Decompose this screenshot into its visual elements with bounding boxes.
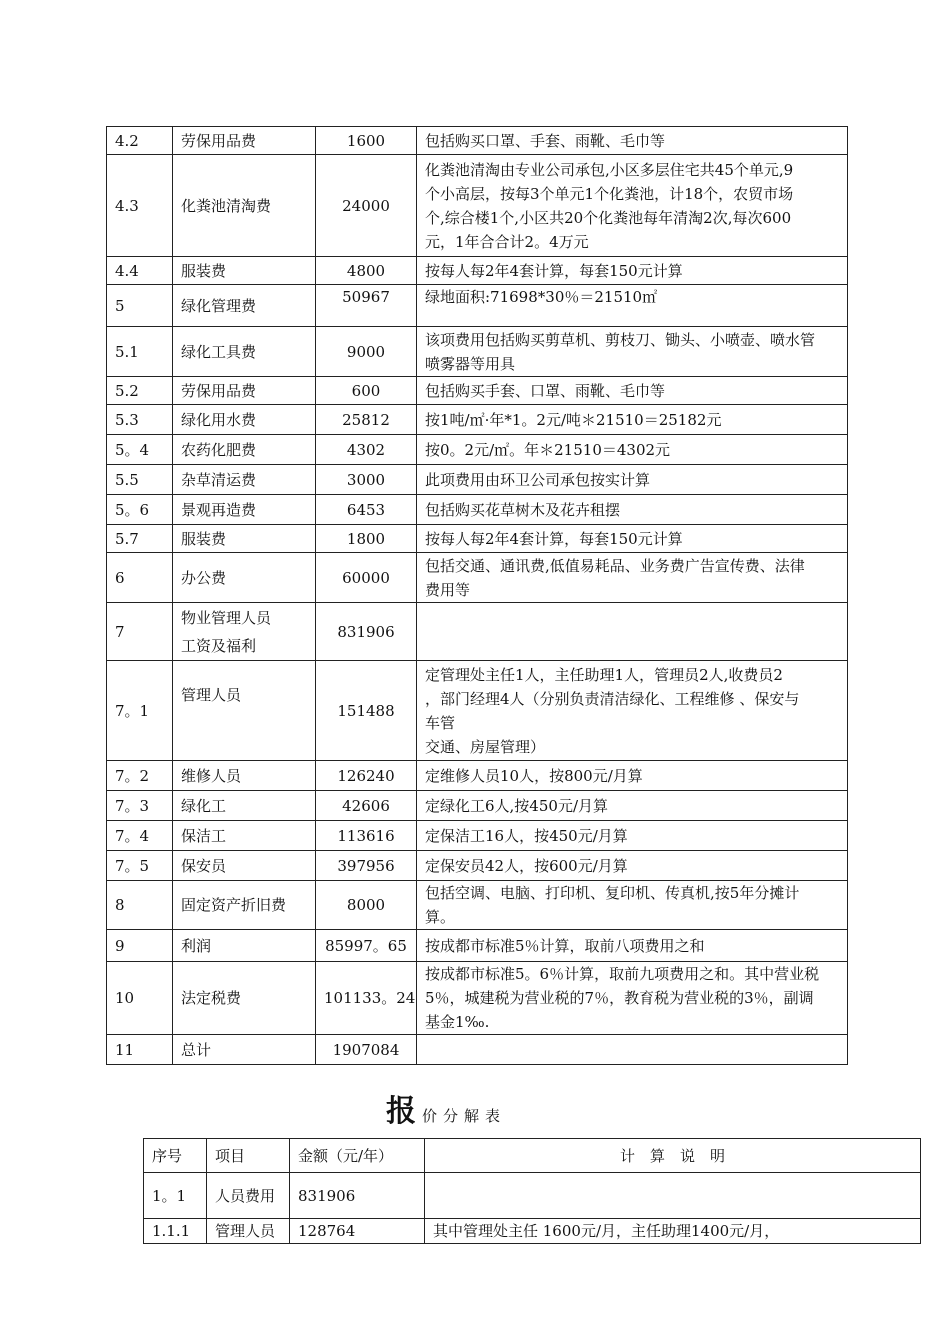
quote-cell-desc xyxy=(425,1173,921,1219)
table-row xyxy=(107,791,848,821)
cell-no: 11 xyxy=(107,1035,173,1065)
cell-no: 5。4 xyxy=(107,435,173,465)
cell-no: 7。1 xyxy=(107,661,173,761)
cell-amount: 101133。24 xyxy=(316,962,417,1035)
cell-no: 7。5 xyxy=(107,851,173,881)
table-row xyxy=(107,285,848,327)
cell-desc xyxy=(417,851,848,881)
cell-no: 7。2 xyxy=(107,761,173,791)
cell-item-line: 化粪池清淘费 xyxy=(181,196,272,215)
cell-no: 5.3 xyxy=(107,405,173,435)
cell-item xyxy=(173,553,316,603)
cell-desc xyxy=(417,327,848,377)
cell-desc xyxy=(417,257,848,285)
cell-item-line: 劳保用品费 xyxy=(181,131,257,150)
table-row xyxy=(107,435,848,465)
cell-item-line: 管理人员 xyxy=(181,686,242,704)
cell-item-line: 固定资产折旧费 xyxy=(181,896,287,914)
quote-cell-amount: 128764 xyxy=(290,1219,425,1244)
quote-cell-no: 1。1 xyxy=(144,1173,207,1219)
cell-desc xyxy=(417,821,848,851)
cell-amount: 113616 xyxy=(316,821,417,851)
cell-amount: 4800 xyxy=(316,257,417,285)
table-row xyxy=(107,930,848,962)
cell-desc xyxy=(417,525,848,553)
cell-amount: 50967 xyxy=(316,285,417,327)
cell-item xyxy=(173,155,316,257)
cell-desc-line: 绿地面积:71698*30％＝21510㎡ xyxy=(425,288,658,306)
cell-desc-line: 包括购买手套、口罩、雨靴、毛巾等 xyxy=(425,381,666,400)
quote-cell-item: 人员费用 xyxy=(207,1173,290,1219)
cell-no: 5 xyxy=(107,285,173,327)
cell-amount: 85997。65 xyxy=(316,930,417,962)
table-row xyxy=(107,127,848,155)
cell-desc-line: 基金1‰. xyxy=(425,1013,490,1031)
cell-no: 4.4 xyxy=(107,257,173,285)
cell-item-line: 绿化工具费 xyxy=(181,342,257,361)
cell-no: 9 xyxy=(107,930,173,962)
cell-desc xyxy=(417,881,848,930)
cell-desc-line: 按0。2元/㎡。年＊21510＝4302元 xyxy=(425,440,671,459)
cell-item xyxy=(173,791,316,821)
cost-table xyxy=(106,126,848,1065)
cell-desc-line: 包括购买花草树木及花卉租摆 xyxy=(425,500,621,519)
cell-no: 8 xyxy=(107,881,173,930)
cell-desc-line: 此项费用由环卫公司承包按实计算 xyxy=(425,470,651,489)
cell-no: 7。3 xyxy=(107,791,173,821)
cell-amount: 4302 xyxy=(316,435,417,465)
cell-item-line: 绿化管理费 xyxy=(181,296,257,315)
table-row xyxy=(107,881,848,930)
cell-no: 7 xyxy=(107,603,173,661)
cell-item xyxy=(173,603,316,661)
cell-item-line: 绿化用水费 xyxy=(181,410,257,429)
cell-desc-line: 个小高层，按每3个单元1个化粪池，计18个，农贸市场 xyxy=(425,184,794,203)
header-item: 项目 xyxy=(207,1139,290,1173)
cell-no: 5.1 xyxy=(107,327,173,377)
cell-item xyxy=(173,495,316,525)
cell-desc-line: 包括购买口罩、手套、雨靴、毛巾等 xyxy=(425,131,666,150)
cell-amount: 42606 xyxy=(316,791,417,821)
cell-desc-line: 按1吨/㎡·年*1。2元/吨＊21510＝25182元 xyxy=(425,410,722,429)
cell-no: 10 xyxy=(107,962,173,1035)
table-row xyxy=(107,155,848,257)
table-row xyxy=(107,603,848,661)
cell-amount: 9000 xyxy=(316,327,417,377)
cell-desc-line: 定保安员42人，按600元/月算 xyxy=(425,856,628,875)
cell-item-line: 法定税费 xyxy=(181,989,242,1007)
cell-desc xyxy=(417,603,848,661)
cell-item xyxy=(173,285,316,327)
cell-item-line: 维修人员 xyxy=(181,766,242,785)
cell-no: 5.2 xyxy=(107,377,173,405)
cell-desc xyxy=(417,661,848,761)
cell-item-line: 利润 xyxy=(181,936,212,955)
quote-table xyxy=(143,1138,921,1244)
quote-row xyxy=(144,1173,921,1219)
cell-item xyxy=(173,962,316,1035)
cell-no: 7。4 xyxy=(107,821,173,851)
cell-item-line: 总计 xyxy=(181,1040,212,1059)
table-row xyxy=(107,962,848,1035)
cell-item xyxy=(173,661,316,761)
cell-item-line: 工资及福利 xyxy=(181,636,257,655)
cell-desc-line: 元，1年合合计2。4万元 xyxy=(425,232,589,251)
header-no: 序号 xyxy=(144,1139,207,1173)
cell-amount: 24000 xyxy=(316,155,417,257)
quote-breakdown-title xyxy=(386,1086,506,1130)
cell-item-line: 服装费 xyxy=(181,261,227,280)
cell-desc xyxy=(417,465,848,495)
cell-no: 4.2 xyxy=(107,127,173,155)
cell-desc xyxy=(417,285,848,327)
cell-item xyxy=(173,405,316,435)
cell-desc xyxy=(417,791,848,821)
cell-item xyxy=(173,761,316,791)
cell-amount: 151488 xyxy=(316,661,417,761)
cell-amount: 1907084 xyxy=(316,1035,417,1065)
table-row xyxy=(107,257,848,285)
table-row xyxy=(107,1035,848,1065)
cell-desc xyxy=(417,435,848,465)
cell-amount: 1600 xyxy=(316,127,417,155)
cell-item xyxy=(173,435,316,465)
table-row xyxy=(107,761,848,791)
cell-desc-line: 交通、房屋管理） xyxy=(425,737,546,756)
cell-desc xyxy=(417,405,848,435)
cell-amount: 1800 xyxy=(316,525,417,553)
quote-cell-item: 管理人员 xyxy=(207,1219,290,1244)
table-row xyxy=(107,525,848,553)
cell-item xyxy=(173,851,316,881)
cell-no: 5。6 xyxy=(107,495,173,525)
cell-amount: 3000 xyxy=(316,465,417,495)
cell-desc-line: 定管理处主任1人，主任助理1人，管理员2人,收费员2 xyxy=(425,665,783,684)
cell-item xyxy=(173,1035,316,1065)
cell-item-line: 服装费 xyxy=(181,529,227,548)
table-row xyxy=(107,661,848,761)
cell-item-line: 绿化工 xyxy=(181,796,227,815)
cell-item-line: 农药化肥费 xyxy=(181,440,257,459)
cell-item-line: 物业管理人员 xyxy=(181,608,272,627)
cell-item-line: 办公费 xyxy=(181,568,227,587)
table-row xyxy=(107,851,848,881)
title-rest: 价分解表 xyxy=(422,1107,507,1125)
cell-item xyxy=(173,465,316,495)
cell-desc xyxy=(417,155,848,257)
quote-row xyxy=(144,1219,921,1244)
cell-desc-line: ，部门经理4人（分别负责清洁绿化、工程维修 、保安与 xyxy=(425,689,800,708)
cell-amount: 397956 xyxy=(316,851,417,881)
cell-desc-line: 定绿化工6人,按450元/月算 xyxy=(425,796,608,815)
table-row xyxy=(107,377,848,405)
cell-desc xyxy=(417,495,848,525)
table-row xyxy=(107,821,848,851)
title-big-char: 报 xyxy=(386,1094,416,1129)
quote-cell-no: 1.1.1 xyxy=(144,1219,207,1244)
cell-amount: 25812 xyxy=(316,405,417,435)
cell-desc xyxy=(417,1035,848,1065)
cell-desc-line: 按成都市标准5。6％计算，取前九项费用之和。其中营业税 xyxy=(425,965,820,983)
cell-item xyxy=(173,327,316,377)
cell-no: 5.7 xyxy=(107,525,173,553)
cell-desc xyxy=(417,761,848,791)
cell-item xyxy=(173,930,316,962)
cell-desc-line: 算。 xyxy=(425,908,456,926)
cell-item-line: 保洁工 xyxy=(181,826,227,845)
cell-desc xyxy=(417,127,848,155)
cell-desc-line: 喷雾器等用具 xyxy=(425,354,516,373)
cell-item xyxy=(173,881,316,930)
cell-amount: 6453 xyxy=(316,495,417,525)
cell-desc-line: 包括空调、电脑、打印机、复印机、传真机,按5年分摊计 xyxy=(425,884,800,902)
cell-desc-line: 按成都市标准5％计算，取前八项费用之和 xyxy=(425,936,705,955)
cell-desc-line: 个,综合楼1个,小区共20个化粪池每年清淘2次,每次600 xyxy=(425,208,792,227)
cell-item xyxy=(173,127,316,155)
quote-header-row xyxy=(144,1139,921,1173)
cell-desc-line: 包括交通、通讯费,低值易耗品、业务费广告宣传费、法律 xyxy=(425,556,805,575)
table-row xyxy=(107,495,848,525)
quote-cell-desc: 其中管理处主任 1600元/月，主任助理1400元/月， xyxy=(425,1219,921,1244)
table-row xyxy=(107,553,848,603)
cell-item-line: 保安员 xyxy=(181,856,227,875)
header-desc: 计 算 说 明 xyxy=(425,1139,921,1173)
cell-no: 4.3 xyxy=(107,155,173,257)
cell-desc-line: 费用等 xyxy=(425,580,471,599)
cell-desc xyxy=(417,377,848,405)
cell-desc-line: 定保洁工16人，按450元/月算 xyxy=(425,826,628,845)
cell-desc-line: 5％，城建税为营业税的7％，教育税为营业税的3％，副调 xyxy=(425,989,814,1007)
cell-amount: 831906 xyxy=(316,603,417,661)
cell-amount: 8000 xyxy=(316,881,417,930)
cell-desc-line: 该项费用包括购买剪草机、剪枝刀、锄头、小喷壶、喷水管 xyxy=(425,330,816,349)
cell-no: 6 xyxy=(107,553,173,603)
cell-no: 5.5 xyxy=(107,465,173,495)
cell-item-line: 劳保用品费 xyxy=(181,381,257,400)
cell-item xyxy=(173,821,316,851)
cell-desc xyxy=(417,962,848,1035)
cell-item-line: 杂草清运费 xyxy=(181,470,257,489)
cell-desc-line: 按每人每2年4套计算，每套150元计算 xyxy=(425,529,683,548)
header-amount: 金额（元/年） xyxy=(290,1139,425,1173)
cell-amount: 600 xyxy=(316,377,417,405)
cell-desc xyxy=(417,553,848,603)
cell-item-line: 景观再造费 xyxy=(181,500,257,519)
cell-amount: 60000 xyxy=(316,553,417,603)
cell-desc-line: 定维修人员10人，按800元/月算 xyxy=(425,766,643,785)
cell-amount: 126240 xyxy=(316,761,417,791)
cell-desc-line: 化粪池清淘由专业公司承包,小区多层住宅共45个单元,9 xyxy=(425,160,794,179)
cell-item xyxy=(173,257,316,285)
table-row xyxy=(107,327,848,377)
cell-desc-line: 车管 xyxy=(425,713,456,732)
table-row xyxy=(107,405,848,435)
cell-item xyxy=(173,377,316,405)
quote-cell-amount: 831906 xyxy=(290,1173,425,1219)
cell-desc xyxy=(417,930,848,962)
cell-desc-line: 按每人每2年4套计算，每套150元计算 xyxy=(425,261,683,280)
cell-item xyxy=(173,525,316,553)
table-row xyxy=(107,465,848,495)
